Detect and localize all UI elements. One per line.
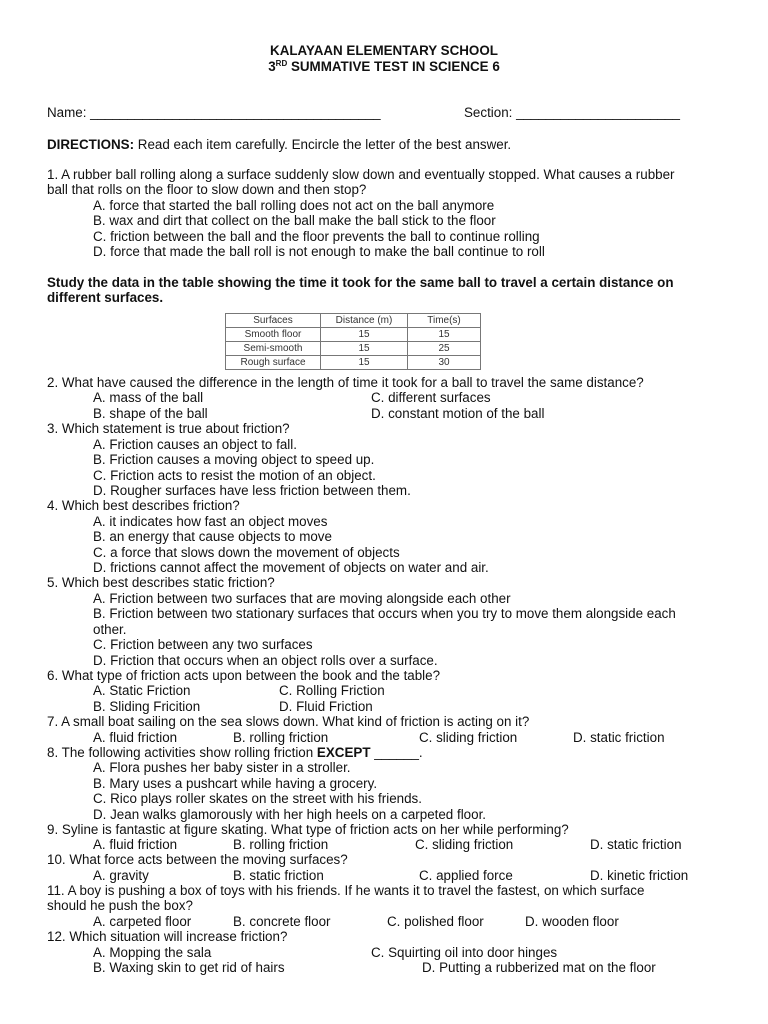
table-cell: Smooth floor <box>226 328 321 342</box>
q11-choice-b[interactable]: B. concrete floor <box>233 914 331 929</box>
table-row <box>226 356 481 370</box>
except-keyword: EXCEPT <box>316 745 371 760</box>
q10-choice-c[interactable]: C. applied force <box>419 868 513 883</box>
q2-choice-c[interactable]: C. different surfaces <box>371 390 491 405</box>
q12-choice-a[interactable]: A. Mopping the sala <box>93 945 212 960</box>
q12-choice-b[interactable]: B. Waxing skin to get rid of hairs <box>93 960 285 975</box>
table-row <box>226 328 481 342</box>
q11-choice-d[interactable]: D. wooden floor <box>525 914 619 929</box>
q6-choice-a[interactable]: A. Static Friction <box>93 683 191 698</box>
table-cell: 25 <box>408 342 481 356</box>
school-name: KALAYAAN ELEMENTARY SCHOOL <box>270 43 498 58</box>
test-title-rest: SUMMATIVE TEST IN SCIENCE 6 <box>287 59 500 74</box>
table-row <box>226 342 481 356</box>
q7-choice-c[interactable]: C. sliding friction <box>419 730 518 745</box>
q11-choice-a[interactable]: A. carpeted floor <box>93 914 192 929</box>
table-header: Distance (m) <box>321 314 408 328</box>
q2-choice-d[interactable]: D. constant motion of the ball <box>371 406 545 421</box>
q2-choice-b[interactable]: B. shape of the ball <box>93 406 208 421</box>
q11-choice-c[interactable]: C. polished floor <box>387 914 484 929</box>
test-title <box>0 59 768 74</box>
q9-choice-a[interactable]: A. fluid friction <box>93 837 178 852</box>
directions-text: Read each item carefully. Encircle the letter of the best answer. <box>134 137 512 152</box>
table-cell: 15 <box>321 328 408 342</box>
table-header: Time(s) <box>408 314 481 328</box>
q6-choice-c[interactable]: C. Rolling Friction <box>279 683 385 698</box>
table-cell: Semi-smooth <box>226 342 321 356</box>
section-field[interactable]: Section: ______________________ <box>464 105 680 120</box>
table-cell: 30 <box>408 356 481 370</box>
q6-choice-b[interactable]: B. Sliding Fricition <box>93 699 201 714</box>
q2-choice-a[interactable]: A. mass of the ball <box>93 390 204 405</box>
table-cell: 15 <box>321 356 408 370</box>
directions-label: DIRECTIONS: <box>47 137 135 152</box>
q9-choice-c[interactable]: C. sliding friction <box>415 837 514 852</box>
surface-data-table <box>225 313 481 370</box>
table-cell: Rough surface <box>226 356 321 370</box>
q10-choice-a[interactable]: A. gravity <box>93 868 149 883</box>
q7-choice-b[interactable]: B. rolling friction <box>233 730 329 745</box>
table-cell: 15 <box>408 328 481 342</box>
q6-choice-d[interactable]: D. Fluid Friction <box>279 699 373 714</box>
q12-choice-c[interactable]: C. Squirting oil into door hinges <box>371 945 558 960</box>
q10-choice-d[interactable]: D. kinetic friction <box>590 868 689 883</box>
table-header: Surfaces <box>226 314 321 328</box>
q7-choice-a[interactable]: A. fluid friction <box>93 730 178 745</box>
q7-choice-d[interactable]: D. static friction <box>573 730 665 745</box>
table-header-row <box>226 314 481 328</box>
q10-choice-b[interactable]: B. static friction <box>233 868 324 883</box>
q9-choice-d[interactable]: D. static friction <box>590 837 682 852</box>
test-ordinal-suffix: RD <box>275 59 288 68</box>
name-field[interactable]: Name: _______________________________________ <box>47 105 381 120</box>
q12-choice-d[interactable]: D. Putting a rubberized mat on the floor <box>422 960 656 975</box>
q9-choice-b[interactable]: B. rolling friction <box>233 837 329 852</box>
table-cell: 15 <box>321 342 408 356</box>
test-number: 3 <box>268 59 276 74</box>
